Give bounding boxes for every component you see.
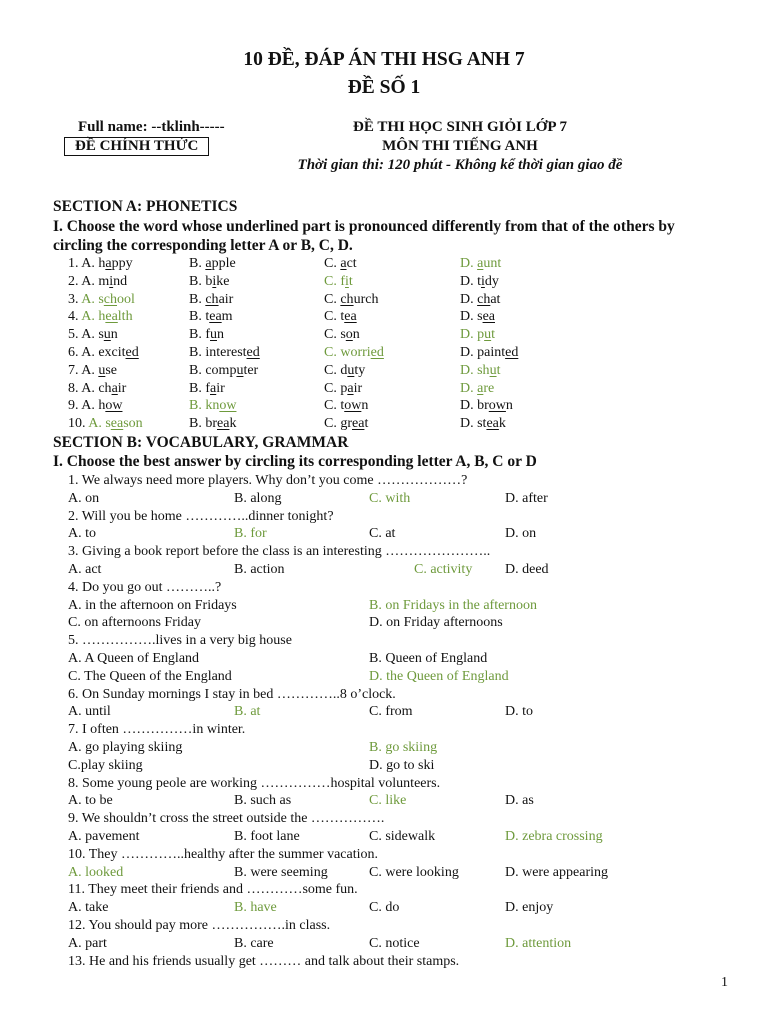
answer-option: A. to (68, 526, 96, 542)
phonetics-option (460, 255, 501, 272)
option-prefix: 8. A. ch (68, 380, 112, 396)
option-rest: t (348, 273, 353, 289)
option-prefix: B. interest (189, 345, 247, 360)
phonetics-option (68, 415, 143, 432)
option-rest: dy (484, 273, 499, 289)
underlined-sound: ea (352, 416, 365, 432)
option-prefix: D. t (460, 273, 481, 289)
option-prefix: D. s (460, 309, 483, 325)
option-prefix: 7. A. (68, 362, 99, 378)
option-rest: lth (117, 309, 133, 325)
underlined-sound: ow (488, 398, 506, 414)
phonetics-option (68, 273, 127, 290)
option-prefix: C. gr (324, 416, 352, 432)
answer-option: D. attention (505, 935, 572, 951)
phonetics-option (68, 362, 117, 379)
phonetics-option (68, 308, 133, 325)
phonetics-option (68, 344, 139, 361)
option-prefix: D. (460, 380, 478, 396)
phonetics-option (189, 415, 236, 432)
option-prefix: B. b (189, 273, 213, 289)
option-rest: ir (216, 380, 225, 396)
phonetics-option (189, 344, 260, 361)
option-rest: ir (353, 380, 363, 396)
section-b-heading: SECTION B: VOCABULARY, GRAMMAR (53, 434, 349, 451)
underlined-sound: ch (340, 291, 354, 307)
phonetics-option (460, 397, 513, 414)
answer-option: D. after (505, 490, 548, 506)
phonetics-option (324, 362, 365, 379)
underlined-sound: a (477, 256, 484, 271)
option-rest: nd (113, 273, 128, 289)
underlined-sound: ea (217, 416, 230, 432)
answer-option: C. with (369, 490, 411, 506)
option-prefix: 2. A. m (68, 273, 110, 289)
option-prefix: C. d (324, 362, 348, 378)
option-rest: ppy (111, 256, 133, 271)
option-prefix: 9. A. h (68, 398, 106, 414)
answer-option: C. on afternoons Friday (68, 615, 201, 631)
option-prefix: B. kn (189, 398, 220, 414)
underlined-sound: a (205, 256, 212, 271)
question-text: 10. They …………..healthy after the summer vacation. (68, 846, 378, 862)
answer-option: D. zebra crossing (505, 829, 603, 844)
answer-option: D. as (505, 793, 534, 809)
phonetics-option (460, 273, 499, 290)
answer-option: B. action (234, 562, 285, 577)
phonetics-option (68, 291, 135, 308)
option-rest: son (123, 416, 143, 432)
answer-option: B. at (234, 704, 261, 720)
option-prefix: D. p (460, 327, 485, 343)
underlined-sound: ea (482, 309, 495, 325)
answer-option: A. part (68, 935, 107, 951)
underlined-sound: u (236, 362, 244, 378)
option-rest: re (483, 380, 495, 396)
answer-option: A. act (68, 562, 102, 577)
answer-option: D. were appearing (505, 864, 609, 880)
answer-option: D. deed (505, 562, 549, 577)
underlined-sound: u (484, 327, 492, 343)
underlined-sound: ed (246, 345, 260, 360)
option-prefix: B. (189, 256, 206, 271)
question-text: 7. I often ……………in winter. (68, 722, 246, 738)
phonetics-option (68, 255, 133, 272)
question-text: 13. He and his friends usually get ……… and talk about their stamps. (68, 953, 460, 969)
phonetics-option (189, 291, 233, 308)
phonetics-option (189, 380, 225, 397)
full-name-line: Full name: --tklinh----- (78, 119, 225, 135)
underlined-sound: a (347, 380, 354, 396)
option-prefix: 3. (68, 291, 82, 307)
answer-option: B. foot lane (234, 829, 300, 844)
phonetics-option (460, 415, 506, 432)
option-rest: n (110, 327, 118, 343)
underlined-sound: ed (370, 345, 384, 360)
underlined-sound: ch (103, 291, 118, 307)
option-prefix: C. t (324, 309, 345, 325)
option-rest: se (105, 362, 118, 378)
phonetics-option (460, 362, 500, 379)
underlined-sound: ea (110, 416, 124, 432)
phonetics-option (68, 326, 118, 343)
underlined-sound: u (210, 327, 217, 343)
answer-option: A. on (68, 490, 100, 506)
phonetics-option (324, 273, 353, 290)
option-rest: t (491, 327, 496, 343)
underlined-sound: a (477, 380, 484, 396)
answer-option: C. at (369, 526, 396, 542)
option-rest: ter (243, 362, 259, 378)
option-rest: urch (353, 291, 379, 307)
page-title-1: 10 ĐỀ, ĐÁP ÁN THI HSG ANH 7 (243, 49, 525, 70)
answer-option: D. enjoy (505, 900, 554, 916)
underlined-sound: ea (209, 309, 222, 325)
exam-title: ĐỀ THI HỌC SINH GIỎI LỚP 7 (353, 119, 567, 135)
underlined-sound: i (109, 273, 114, 289)
question-text: 2. Will you be home …………..dinner tonight? (68, 508, 334, 524)
page-number: 1 (721, 975, 728, 990)
option-prefix: D. st (460, 416, 487, 432)
option-rest: k (498, 416, 506, 432)
underlined-sound: ch (477, 291, 491, 307)
answer-option: D. the Queen of England (369, 668, 509, 684)
answer-option: B. on Fridays in the afternoon (369, 597, 537, 613)
option-prefix: D. br (460, 398, 489, 414)
phonetics-option (460, 380, 494, 397)
underlined-sound: u (103, 327, 111, 343)
answer-option: B. care (234, 935, 274, 951)
answer-option: C.play skiing (68, 757, 143, 773)
question-text: 4. Do you go out ………..? (68, 579, 222, 595)
question-text: 12. You should pay more …………….in class. (68, 918, 331, 933)
section-a-heading: SECTION A: PHONETICS (53, 198, 238, 215)
answer-option: A. take (68, 900, 109, 916)
phonetics-option (324, 344, 384, 361)
option-lead: A. s (88, 416, 111, 432)
option-prefix: C. t (324, 398, 345, 414)
option-rest: ct (346, 256, 357, 271)
answer-option: B. along (234, 490, 282, 506)
underlined-sound: a (210, 380, 217, 396)
section-b-instruction: I. Choose the best answer by circling its corresponding letter A, B, C or D (53, 453, 537, 470)
option-rest: t (496, 362, 501, 378)
option-prefix: C. f (324, 273, 345, 289)
answer-option: A. go playing skiing (68, 740, 183, 755)
answer-option: B. for (234, 526, 267, 542)
section-a-instruction-1: I. Choose the word whose underlined part is pronounced differently from that of the others by (53, 218, 675, 235)
phonetics-option (324, 255, 357, 272)
option-rest: k (229, 416, 237, 432)
question-text: 11. They meet their friends and …………some fun. (68, 882, 358, 898)
answer-option: B. were seeming (234, 864, 328, 880)
phonetics-option (189, 255, 236, 272)
answer-option: B. Queen of England (369, 651, 488, 666)
answer-option: C. sidewalk (369, 829, 436, 844)
phonetics-option (324, 326, 360, 343)
phonetics-option (189, 397, 236, 414)
option-rest: t (364, 416, 369, 432)
option-prefix: C. s (324, 327, 346, 343)
phonetics-option (324, 415, 368, 432)
underlined-sound: ed (505, 345, 519, 360)
underlined-sound: i (481, 273, 485, 289)
underlined-sound: ow (105, 398, 123, 414)
option-prefix: D. (460, 256, 478, 271)
phonetics-option (189, 308, 233, 325)
exam-time-note: Thời gian thi: 120 phút - Không kể thời gian giao đề (297, 157, 623, 173)
answer-option: B. such as (234, 793, 292, 809)
phonetics-option (460, 326, 495, 343)
answer-option: D. to (505, 704, 533, 720)
phonetics-option (68, 380, 126, 397)
option-prefix: D. paint (460, 345, 506, 360)
answer-option: A. looked (68, 864, 124, 880)
option-lead: A. h (81, 309, 106, 325)
answer-option: D. on (505, 526, 537, 542)
option-prefix: C. p (324, 380, 348, 396)
underlined-sound: ea (486, 416, 499, 432)
option-prefix: C. worri (324, 345, 371, 360)
question-text: 3. Giving a book report before the class is an interesting ………………….. (68, 544, 491, 560)
exam-subject: MÔN THI TIẾNG ANH (382, 138, 538, 154)
answer-option: C. were looking (369, 864, 459, 880)
phonetics-option (68, 397, 122, 414)
official-exam-box: ĐỀ CHÍNH THỨC (64, 137, 209, 156)
underlined-sound: a (105, 256, 112, 271)
underlined-sound: u (347, 362, 355, 378)
option-prefix: 5. A. s (68, 327, 104, 343)
answer-option: B. have (234, 900, 277, 916)
phonetics-option (324, 291, 378, 308)
answer-option: A. in the afternoon on Fridays (68, 597, 237, 613)
answer-option: A. A Queen of England (68, 651, 200, 666)
option-lead: A. s (81, 291, 104, 307)
option-prefix: D. sh (460, 362, 490, 378)
answer-option: A. until (68, 704, 111, 720)
option-prefix: B. f (189, 327, 210, 343)
option-prefix: C. (324, 291, 341, 307)
option-rest: ke (216, 273, 230, 289)
answer-option: C. The Queen of the England (68, 668, 232, 684)
question-text: 8. Some young peole are working ……………hospital volunteers. (68, 775, 441, 791)
answer-option: C. activity (414, 562, 473, 577)
option-prefix: B. comp (189, 362, 237, 378)
phonetics-option (324, 380, 362, 397)
underlined-sound: ea (105, 309, 118, 325)
phonetics-option (189, 273, 229, 290)
question-text: 1. We always need more players. Why don’t you come ………………? (68, 473, 468, 488)
answer-option: C. like (369, 793, 407, 809)
question-text: 5. …………….lives in a very big house (68, 633, 292, 649)
phonetics-option (460, 291, 500, 308)
option-prefix: C. (324, 256, 341, 271)
answer-option: A. pavement (68, 829, 140, 844)
question-text: 9. We shouldn’t cross the street outside the ……………. (68, 811, 385, 827)
option-rest: n (361, 398, 369, 414)
phonetics-option (189, 326, 224, 343)
phonetics-option (189, 362, 258, 379)
phonetics-option (460, 308, 495, 325)
option-prefix: B. t (189, 309, 210, 325)
underlined-sound: ed (125, 345, 139, 360)
underlined-sound: a (111, 380, 118, 396)
option-rest: pple (211, 256, 236, 271)
underlined-sound: ow (344, 398, 362, 414)
option-rest: n (217, 327, 224, 343)
option-rest: n (505, 398, 513, 414)
answer-option: A. to be (68, 793, 113, 809)
option-prefix: B. br (189, 416, 217, 432)
option-prefix: 1. A. h (68, 256, 106, 271)
option-rest: m (221, 309, 233, 325)
option-rest: n (352, 327, 360, 343)
option-rest: ty (354, 362, 366, 378)
answer-option: C. from (369, 704, 413, 720)
question-text: 6. On Sunday mornings I stay in bed …………..8 o’clock. (68, 686, 396, 702)
underlined-sound: ea (344, 309, 357, 325)
phonetics-option (324, 308, 357, 325)
answer-option: D. on Friday afternoons (369, 615, 503, 631)
phonetics-option (324, 397, 368, 414)
underlined-sound: u (489, 362, 497, 378)
option-prefix: B. (189, 291, 206, 307)
underlined-sound: i (345, 273, 349, 289)
option-prefix: 6. A. excit (68, 345, 126, 360)
underlined-sound: ow (219, 398, 237, 414)
answer-option: B. go skiing (369, 740, 438, 755)
answer-option: D. go to ski (369, 757, 435, 773)
answer-option: C. do (369, 900, 400, 916)
underlined-sound: a (340, 256, 347, 271)
answer-option: C. notice (369, 935, 420, 951)
option-prefix: 4. (68, 309, 82, 325)
option-prefix: B. f (189, 380, 210, 396)
section-a-instruction-2: circling the corresponding letter A or B, C, D. (53, 237, 353, 254)
option-rest: ool (117, 291, 135, 307)
underlined-sound: o (345, 327, 353, 343)
option-prefix: 10. (68, 416, 89, 432)
option-rest: ir (117, 380, 127, 396)
page-title-2: ĐỀ SỐ 1 (347, 77, 421, 98)
option-rest: air (218, 291, 234, 307)
option-prefix: D. (460, 291, 478, 307)
phonetics-option (460, 344, 518, 361)
underlined-sound: i (212, 273, 217, 289)
option-rest: unt (483, 256, 502, 271)
underlined-sound: u (98, 362, 106, 378)
underlined-sound: ch (205, 291, 219, 307)
option-rest: at (490, 291, 501, 307)
